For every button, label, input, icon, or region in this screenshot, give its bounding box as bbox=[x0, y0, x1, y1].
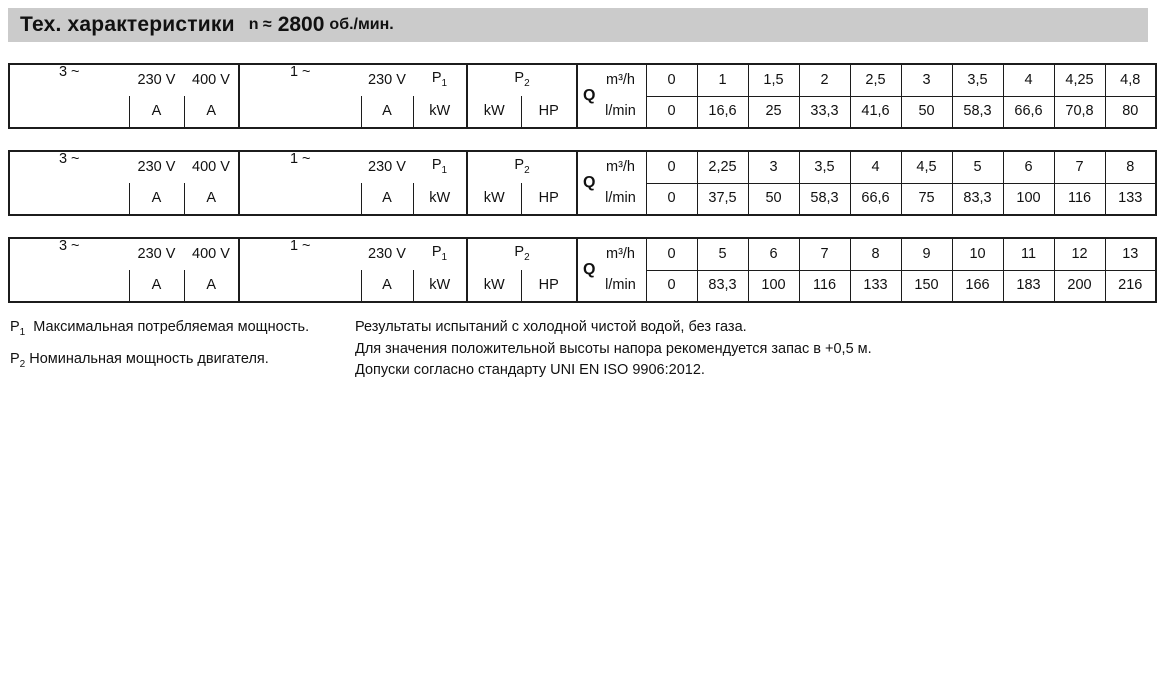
three-phase-label: 3 ~ bbox=[9, 64, 129, 128]
q-lmin-value: 150 bbox=[901, 270, 952, 302]
footnote-test-conditions: Результаты испытаний с холодной чистой водой, без газа. bbox=[355, 319, 747, 335]
q-m3h-value: 7 bbox=[799, 238, 850, 270]
p-symbol-sub: 1 bbox=[441, 165, 448, 177]
pump-spec-table bbox=[8, 237, 1157, 303]
q-lmin-value: 58,3 bbox=[799, 183, 850, 215]
q-lmin-value: 33,3 bbox=[799, 96, 850, 128]
p-symbol: P bbox=[431, 244, 442, 261]
header-row-1 bbox=[9, 151, 1156, 183]
v230-label: 230 V bbox=[361, 64, 413, 96]
v230-label: 230 V bbox=[129, 64, 184, 96]
q-lmin-value: 116 bbox=[1054, 183, 1105, 215]
amps-1ph-label: A bbox=[361, 96, 413, 128]
amps-1ph-label: A bbox=[361, 270, 413, 302]
p1-label bbox=[413, 238, 467, 270]
p2-base: P bbox=[10, 350, 20, 367]
lmin-unit-label: l/min bbox=[605, 103, 636, 119]
p2-label bbox=[467, 151, 577, 183]
q-units bbox=[595, 152, 645, 214]
pump-spec-table bbox=[8, 150, 1157, 216]
p2-label bbox=[467, 64, 577, 96]
p-symbol-sub: 2 bbox=[524, 165, 530, 177]
q-m3h-value: 0 bbox=[646, 64, 697, 96]
q-m3h-value: 9 bbox=[901, 238, 952, 270]
q-m3h-value: 2,25 bbox=[697, 151, 748, 183]
footnote-standard: Допуски согласно стандарту UNI EN ISO 9906:2012. bbox=[355, 362, 705, 378]
amps-400-label: A bbox=[184, 270, 239, 302]
p1-kw-label: kW bbox=[413, 183, 467, 215]
footnotes-right bbox=[355, 317, 1175, 382]
v230-label: 230 V bbox=[129, 151, 184, 183]
table-header bbox=[9, 238, 1156, 302]
header-row-1 bbox=[9, 238, 1156, 270]
m3h-unit-label: m³/h bbox=[605, 72, 635, 88]
p-symbol-sub: 2 bbox=[524, 252, 530, 264]
p1-text: Максимальная потребляемая мощность. bbox=[33, 319, 310, 335]
q-label: Q bbox=[583, 173, 596, 191]
table-header bbox=[9, 64, 1156, 128]
p1-kw-label: kW bbox=[413, 96, 467, 128]
q-lmin-value: 0 bbox=[646, 183, 697, 215]
p1-sub: 1 bbox=[19, 326, 26, 338]
q-lmin-value: 83,3 bbox=[952, 183, 1003, 215]
q-m3h-value: 5 bbox=[952, 151, 1003, 183]
q-label: Q bbox=[583, 86, 596, 104]
q-m3h-value: 7 bbox=[1054, 151, 1105, 183]
spec-table-2 bbox=[8, 150, 1175, 216]
q-lmin-value: 83,3 bbox=[697, 270, 748, 302]
q-lmin-value: 16,6 bbox=[697, 96, 748, 128]
p-symbol: P bbox=[514, 157, 525, 174]
v400-label: 400 V bbox=[184, 238, 239, 270]
q-wrap bbox=[578, 65, 646, 127]
q-wrap bbox=[578, 152, 646, 214]
p1-label bbox=[413, 151, 467, 183]
amps-400-label: A bbox=[184, 96, 239, 128]
pump-spec-table bbox=[8, 63, 1157, 129]
p2-kw-label: kW bbox=[467, 96, 521, 128]
q-m3h-value: 3 bbox=[748, 151, 799, 183]
q-m3h-value: 10 bbox=[952, 238, 1003, 270]
v230-label: 230 V bbox=[361, 151, 413, 183]
rpm-unit: об./мин. bbox=[329, 16, 394, 33]
rpm-value: 2800 bbox=[277, 13, 325, 36]
q-m3h-value: 4,8 bbox=[1105, 64, 1156, 96]
q-flow-header bbox=[577, 238, 646, 302]
q-lmin-value: 50 bbox=[748, 183, 799, 215]
q-lmin-value: 66,6 bbox=[1003, 96, 1054, 128]
q-lmin-value: 133 bbox=[1105, 183, 1156, 215]
footnotes bbox=[10, 317, 1175, 382]
p2-kw-label: kW bbox=[467, 183, 521, 215]
q-m3h-value: 0 bbox=[646, 238, 697, 270]
p2-text: Номинальная мощность двигателя. bbox=[29, 350, 269, 367]
p2-sub: 2 bbox=[19, 358, 26, 370]
q-lmin-value: 66,6 bbox=[850, 183, 901, 215]
q-flow-header bbox=[577, 64, 646, 128]
q-m3h-value: 4,25 bbox=[1054, 64, 1105, 96]
q-m3h-value: 2 bbox=[799, 64, 850, 96]
v230-label: 230 V bbox=[129, 238, 184, 270]
q-m3h-value: 8 bbox=[850, 238, 901, 270]
lmin-unit-label: l/min bbox=[605, 190, 636, 206]
q-m3h-value: 1,5 bbox=[748, 64, 799, 96]
q-lmin-value: 0 bbox=[646, 270, 697, 302]
title-bar bbox=[8, 8, 1148, 42]
p2-hp-label: HP bbox=[521, 183, 577, 215]
q-m3h-value: 11 bbox=[1003, 238, 1054, 270]
q-lmin-value: 70,8 bbox=[1054, 96, 1105, 128]
q-lmin-value: 166 bbox=[952, 270, 1003, 302]
p-symbol-sub: 2 bbox=[524, 78, 530, 90]
spec-table-1 bbox=[8, 63, 1175, 129]
v230-label: 230 V bbox=[361, 238, 413, 270]
q-lmin-value: 133 bbox=[850, 270, 901, 302]
footnote-p1 bbox=[10, 317, 355, 343]
q-m3h-value: 12 bbox=[1054, 238, 1105, 270]
three-phase-label: 3 ~ bbox=[9, 238, 129, 302]
p2-hp-label: HP bbox=[521, 270, 577, 302]
q-m3h-value: 4 bbox=[850, 151, 901, 183]
footnote-head-margin: Для значения положительной высоты напора рекомендуется запас в +0,5 м. bbox=[355, 340, 872, 357]
q-lmin-value: 216 bbox=[1105, 270, 1156, 302]
q-m3h-value: 1 bbox=[697, 64, 748, 96]
footnote-p2 bbox=[10, 349, 355, 375]
q-lmin-value: 183 bbox=[1003, 270, 1054, 302]
q-m3h-value: 4,5 bbox=[901, 151, 952, 183]
amps-230-label: A bbox=[129, 183, 184, 215]
q-units bbox=[595, 65, 645, 127]
amps-230-label: A bbox=[129, 270, 184, 302]
single-phase-label: 1 ~ bbox=[239, 151, 361, 215]
p2-kw-label: kW bbox=[467, 270, 521, 302]
q-units bbox=[595, 239, 645, 301]
p2-hp-label: HP bbox=[521, 96, 577, 128]
v400-label: 400 V bbox=[184, 64, 239, 96]
amps-230-label: A bbox=[129, 96, 184, 128]
v400-label: 400 V bbox=[184, 151, 239, 183]
p-symbol: P bbox=[514, 244, 525, 261]
q-m3h-value: 6 bbox=[748, 238, 799, 270]
q-lmin-value: 25 bbox=[748, 96, 799, 128]
p-symbol: P bbox=[431, 70, 442, 87]
q-m3h-value: 3,5 bbox=[799, 151, 850, 183]
q-lmin-value: 0 bbox=[646, 96, 697, 128]
q-lmin-value: 80 bbox=[1105, 96, 1156, 128]
q-lmin-value: 75 bbox=[901, 183, 952, 215]
rpm-label: n ≈ bbox=[248, 16, 272, 33]
page-title: Тех. характеристики bbox=[20, 13, 235, 36]
q-m3h-value: 3,5 bbox=[952, 64, 1003, 96]
q-flow-header bbox=[577, 151, 646, 215]
q-lmin-value: 58,3 bbox=[952, 96, 1003, 128]
q-m3h-value: 13 bbox=[1105, 238, 1156, 270]
q-lmin-value: 200 bbox=[1054, 270, 1105, 302]
m3h-unit-label: m³/h bbox=[605, 246, 635, 262]
q-label: Q bbox=[583, 260, 596, 278]
p-symbol: P bbox=[431, 157, 442, 174]
q-lmin-value: 100 bbox=[1003, 183, 1054, 215]
three-phase-label: 3 ~ bbox=[9, 151, 129, 215]
p-symbol-sub: 1 bbox=[441, 78, 448, 90]
single-phase-label: 1 ~ bbox=[239, 238, 361, 302]
p2-label bbox=[467, 238, 577, 270]
q-m3h-value: 6 bbox=[1003, 151, 1054, 183]
q-lmin-value: 100 bbox=[748, 270, 799, 302]
q-lmin-value: 41,6 bbox=[850, 96, 901, 128]
q-m3h-value: 0 bbox=[646, 151, 697, 183]
lmin-unit-label: l/min bbox=[605, 277, 636, 293]
footnotes-left bbox=[10, 317, 355, 382]
amps-400-label: A bbox=[184, 183, 239, 215]
q-lmin-value: 37,5 bbox=[697, 183, 748, 215]
q-m3h-value: 3 bbox=[901, 64, 952, 96]
p1-kw-label: kW bbox=[413, 270, 467, 302]
spec-table-3 bbox=[8, 237, 1175, 303]
table-header bbox=[9, 151, 1156, 215]
q-wrap bbox=[578, 239, 646, 301]
single-phase-label: 1 ~ bbox=[239, 64, 361, 128]
m3h-unit-label: m³/h bbox=[605, 159, 635, 175]
header-row-1 bbox=[9, 64, 1156, 96]
q-m3h-value: 2,5 bbox=[850, 64, 901, 96]
p1-base: P bbox=[10, 319, 20, 335]
p-symbol: P bbox=[514, 70, 525, 87]
p-symbol-sub: 1 bbox=[441, 252, 448, 264]
q-m3h-value: 4 bbox=[1003, 64, 1054, 96]
q-m3h-value: 5 bbox=[697, 238, 748, 270]
p1-label bbox=[413, 64, 467, 96]
amps-1ph-label: A bbox=[361, 183, 413, 215]
tables-area bbox=[8, 63, 1175, 303]
q-m3h-value: 8 bbox=[1105, 151, 1156, 183]
q-lmin-value: 50 bbox=[901, 96, 952, 128]
q-lmin-value: 116 bbox=[799, 270, 850, 302]
